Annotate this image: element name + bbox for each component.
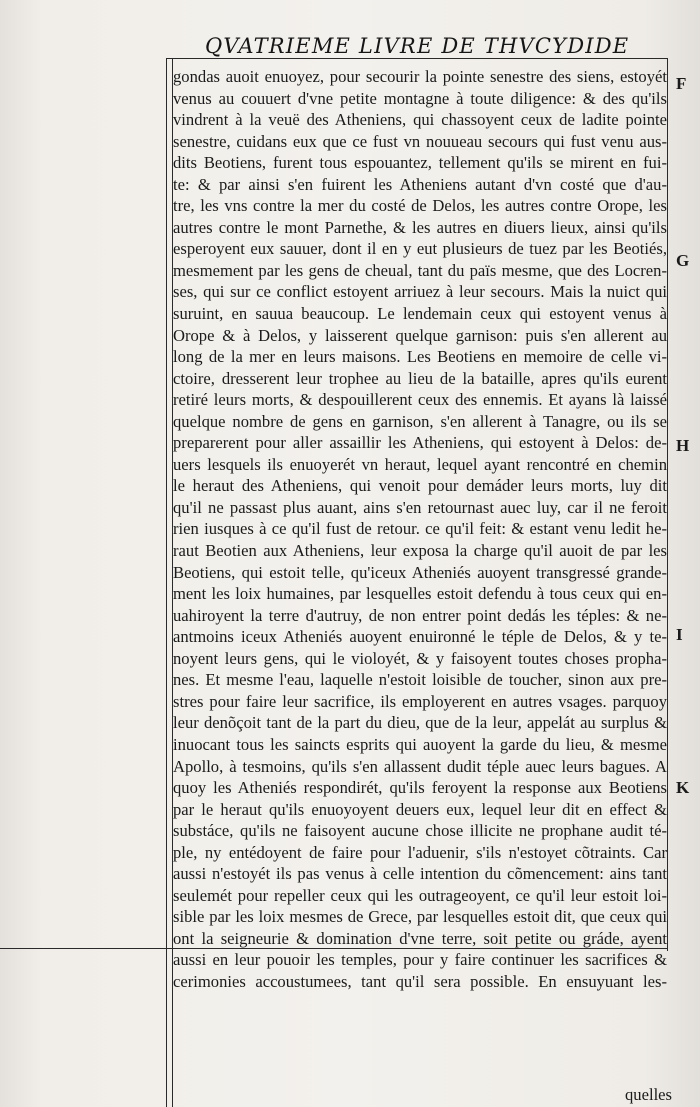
- running-head: QVATRIEME LIVRE DE THVCYDIDE: [205, 34, 630, 58]
- right-frame-rule: [667, 58, 668, 951]
- text-line: Orope & à Delos, y laisserent quelque garnison: puis s'en allerent au: [173, 325, 667, 345]
- text-line: Apollo, à tesmoins, qu'ils s'en allassent dudit téple auec leurs bagues. A: [173, 756, 667, 776]
- text-line: senestre, cuidans eux que ce fust vn nouueau secours qui fust venu aus-: [173, 131, 667, 151]
- text-line: ctoire, dresserent leur trophee au lieu de la bataille, apres qu'ils eurent: [173, 368, 667, 388]
- text-line: uahiroyent la terre d'autruy, de non entrer point dedás les téples: & ne-: [173, 605, 667, 625]
- text-line: mesmement par les gens de cheual, tant du païs mesme, que des Locren-: [173, 260, 667, 280]
- text-line: nes. Et mesme l'eau, laquelle n'estoit loisible de toucher, sinon aux pre-: [173, 670, 667, 690]
- body-text: [173, 66, 667, 993]
- text-line: quoy les Atheniés respondirét, qu'ils feroyent la response aux Beotiens: [173, 778, 667, 798]
- text-line: seulemét pour repeller ceux qui les outrageoyent, ce qu'il leur estoit loi-: [173, 885, 667, 905]
- text-line: ses, qui sur ce conflict estoyent arriuez à leur secours. Mais la nuict qui: [173, 282, 667, 302]
- text-line: Beotiens, qui estoit telle, qu'iceux Atheniés auoyent transgressé grande-: [173, 562, 667, 582]
- margin-marker-k: K: [676, 778, 690, 797]
- text-line: aussi en leur pouoir les temples, pour y faire continuer les sacrifices &: [173, 950, 667, 970]
- catchword: quelles: [625, 1085, 673, 1104]
- text-line: uers lesquels ils enuoyerét vn heraut, lequel ayant rencontré en chemin: [173, 454, 667, 474]
- text-line: aussi n'estoyét ils pas venus à celle intention du cõmencement: ains tant: [173, 864, 667, 884]
- text-line: leur denõçoit tant de la part du dieu, que de la leur, appelát au surplus &: [173, 713, 667, 733]
- text-line: tre, les vns contre la mer du costé de Delos, les autres contre Orope, les: [173, 196, 667, 216]
- margin-marker-f: F: [676, 74, 687, 93]
- text-line: substáce, qu'ils ne faisoyent aucune chose illicite ne prophane audit té-: [173, 821, 667, 841]
- text-line: par le heraut qu'ils enuoyoyent deuers eux, lequel leur dit en effect &: [173, 799, 667, 819]
- text-line: long de la mer en leurs maisons. Les Beotiens en memoire de celle vi-: [173, 347, 667, 367]
- text-line: retiré leurs morts, & despouillerent ceux des ennemis. Et ayans là laissé: [173, 390, 667, 410]
- text-line: ment les loix humaines, par lesquelles estoit defendu à tous ceux qui en-: [173, 584, 667, 604]
- text-line: quelque nombre de gens en garnison, s'en allerent à Tanagre, ou ils se: [173, 411, 667, 431]
- text-line: qu'il ne passast plus auant, ains s'en retournast auec luy, car il ne feroit: [173, 497, 667, 517]
- text-line: dits Beotiens, furent tous espouantez, tellement qu'ils se mirent en fui-: [173, 153, 667, 173]
- header-rule: [166, 58, 667, 59]
- text-line: esperoyent eux sauuer, dont il en y eut plusieurs de tuez par les Beotiés,: [173, 239, 667, 259]
- text-line: ont la seigneurie & domination d'vne terre, soit petite ou gráde, ayent: [173, 928, 667, 948]
- text-line: sible par les loix mesmes de Grece, par lesquelles estoit dit, que ceux qui: [173, 907, 667, 927]
- margin-marker-i: I: [676, 625, 683, 644]
- margin-marker-h: H: [676, 436, 690, 455]
- text-line: stres pour faire leur sacrifice, ils employerent en autres vsages. parquoy: [173, 691, 667, 711]
- text-line: vindrent à la veuë des Atheniens, qui chassoyent ceux de ladite pointe: [173, 110, 667, 130]
- text-line: antmoins iceux Atheniés auoyent enuironné le téple de Delos, & y te-: [173, 627, 667, 647]
- text-line: venus au couuert d'vne petite montagne à toute diligence: & des qu'ils: [173, 88, 667, 108]
- text-line: preparerent pour aller assaillir les Atheniens, qui estoyent à Delos: de-: [173, 433, 667, 453]
- margin-marker-g: G: [676, 251, 690, 270]
- text-line: gondas auoit enuoyez, pour secourir la pointe senestre des siens, estoyét: [173, 67, 667, 86]
- text-line: rien iusques à ce qu'il fust de retour. ce qu'il feit: & estant venu ledit he-: [173, 519, 667, 539]
- text-line: noyent leurs gens, qui le violoyét, & y faisoyent toutes choses propha-: [173, 648, 667, 668]
- left-frame-rule: [166, 58, 167, 1107]
- text-line: suruint, en sauua beaucoup. Le lendemain ceux qui estoyent venus à: [173, 304, 667, 324]
- text-line: inuocant tous les saincts esprits qui auoyent la garde du lieu, & mesme: [173, 734, 667, 754]
- text-line: ple, ny entédoyent de faire pour l'aduenir, s'ils n'estoyet cõtraints. Car: [173, 842, 667, 862]
- text-line: raut Beotien aux Atheniens, leur exposa la charge qu'il auoit de par les: [173, 541, 667, 561]
- text-line: le heraut des Atheniens, qui venoit pour demáder leurs morts, luy dit: [173, 476, 667, 496]
- text-line: autres contre le mont Parnethe, & les autres en diuers lieux, ainsi qu'ils: [173, 217, 667, 237]
- text-line: te: & par ainsi s'en fuirent les Atheniens autant d'vn costé que d'au-: [173, 174, 667, 194]
- text-line: cerimonies accoustumees, tant qu'il sera possible. En ensuyuant les-: [173, 971, 667, 991]
